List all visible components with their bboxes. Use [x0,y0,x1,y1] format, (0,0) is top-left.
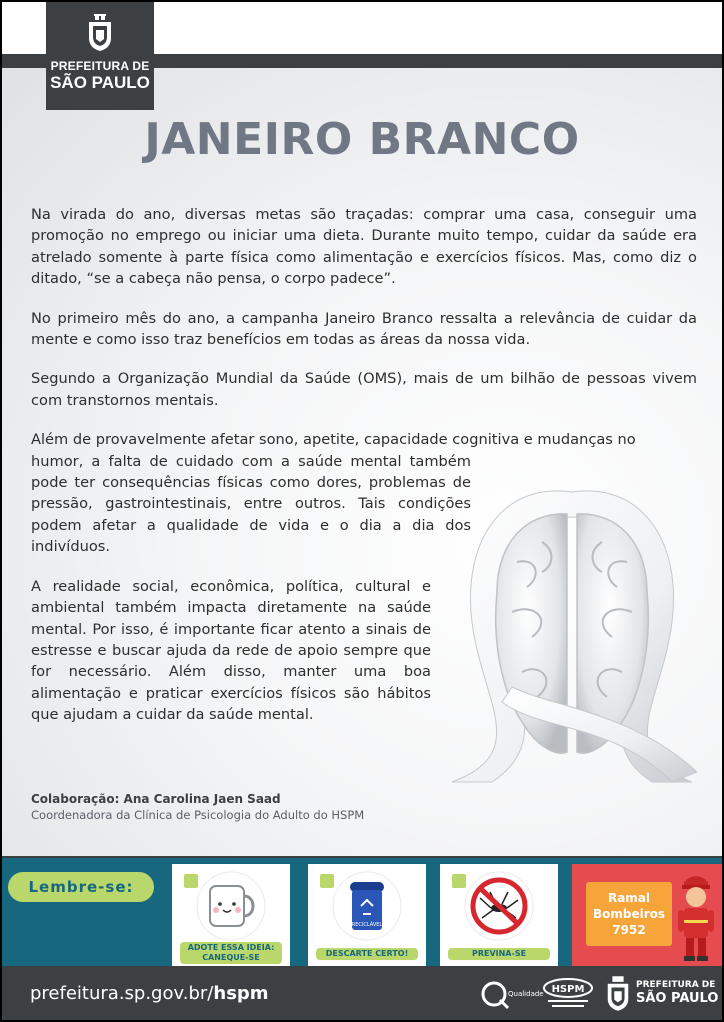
bin-label: RECICLÁVEL [351,922,383,928]
panel-mug [172,864,290,966]
recycle-bin-icon [328,870,406,942]
site-url[interactable] [30,983,269,1004]
hspm-logo [540,974,596,1018]
page-title: JANEIRO BRANCO [144,114,580,165]
logo-line1: PREFEITURA DE [50,59,150,73]
check-icon [320,874,334,888]
url-plain: prefeitura.sp.gov.br/ [30,983,214,1004]
mug-icon [192,870,270,942]
footer-logo-line1: PREFEITURA DE [636,980,716,990]
paragraph-5: A realidade social, econômica, política, cultural e ambiental também impacta diretamente na saúde mental. Por isso, é importante ficar atento a sinais de estresse e buscar ajuda da rede de apoio sempre que for necessário. Além disso, manter uma boa alimentação e praticar exercícios físicos são hábitos que ajudam a cuidar da saúde mental. [31,577,431,724]
panel-mosquito-caption: PREVINA-SE [448,948,550,960]
paragraph-4-rest: humor, a falta de cuidado com a saúde mental também pode ter consequências físicas como dores, problemas de pressão, gastrointestinais, entre outros. Tais condições podem afetar a qualidade de vida e o dia a dia dos indivíduos. [31,452,471,556]
city-crest-small-icon [604,976,632,1012]
url-bold: hspm [213,983,269,1004]
ramal-box [586,882,672,946]
ramal-bombeiros-panel [572,864,722,966]
qualidade-logo [480,974,544,1018]
credit-name: Colaboração: Ana Carolina Jaen Saad [31,792,281,806]
footer-logo-line2: SÃO PAULO [636,991,719,1006]
ramal-line1: Ramal [607,891,651,905]
ramal-line2: Bombeiros [592,907,666,921]
credit-role: Coordenadora da Clínica de Psicologia do Adulto do HSPM [31,808,365,822]
logo-line2: SÃO PAULO [50,73,150,92]
credit-block [31,792,364,822]
check-icon [184,874,198,888]
no-mosquito-icon [460,870,538,942]
panel-mosquito [440,864,558,966]
quality-program-icon [480,974,544,1014]
hspm-text: HSPM [551,984,585,995]
paragraph-2: No primeiro mês do ano, a campanha Janeiro Branco ressalta a relevância de cuidar da mente e como isso traz benefícios em todas as áreas da nossa vida. [31,309,697,349]
ramal-line3: 7952 [612,923,646,937]
paragraph-4-first-line: Além de provavelmente afetar sono, apetite, capacidade cognitiva e mudanças no [31,431,636,449]
check-icon [452,874,466,888]
paragraph-1: Na virada do ano, diversas metas são traçadas: comprar uma casa, conseguir uma promoção no emprego ou iniciar uma dieta. Durante muito tempo, cuidar da saúde era atrelado somente à parte física como alimentação e exercícios físicos. Mas, como diz o ditado, “se a cabeça não pensa, o corpo padece”. [31,206,697,288]
lembre-se-badge: Lembre-se: [8,872,154,902]
panel-recycle [308,864,426,966]
prefeitura-logo [46,2,154,110]
city-crest-icon [85,14,115,52]
qualidade-text: Qualidade [508,990,544,998]
panel-mug-caption: ADOTE ESSA IDEIA: CANEQUE-SE [180,942,282,964]
panel-recycle-caption: DESCARTE CERTO! [316,948,418,960]
paragraph-3: Segundo a Organização Mundial da Saúde (OMS), mais de um bilhão de pessoas vivem com transtornos mentais. [31,370,697,409]
poster-page [2,2,722,1020]
brain-ribbon-illustration [442,472,702,792]
hspm-logo-icon [540,974,596,1014]
firefighter-icon [676,870,716,964]
